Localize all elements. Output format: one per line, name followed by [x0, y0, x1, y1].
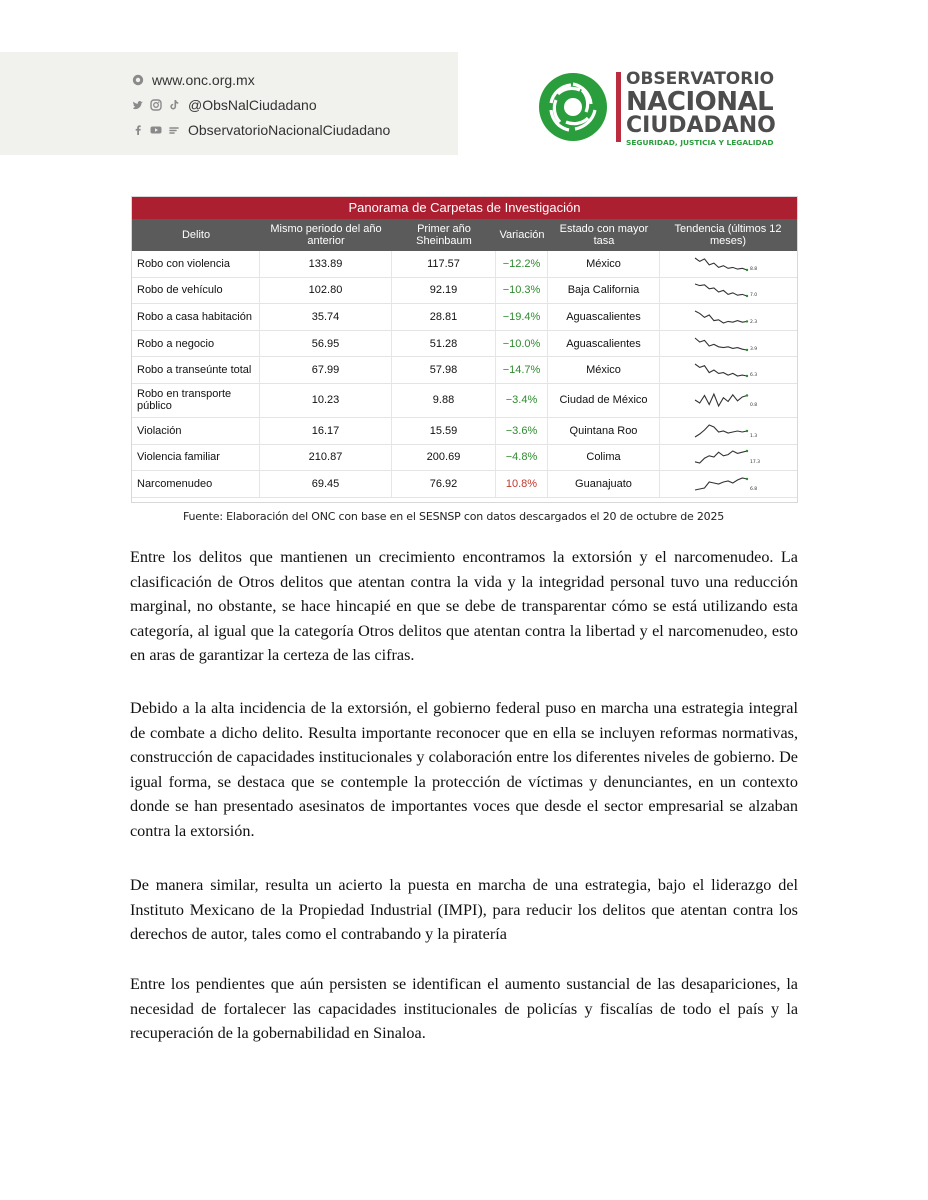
trend-label: 6.3 — [750, 373, 758, 379]
trend-line — [695, 284, 747, 296]
trend-sparkline — [693, 390, 763, 410]
website-link[interactable]: www.onc.org.mx — [152, 72, 255, 88]
cell-estado: Guanajuato — [548, 471, 660, 497]
cell-anterior: 210.87 — [260, 445, 392, 471]
social-name-row — [132, 122, 390, 138]
cell-anterior: 69.45 — [260, 471, 392, 497]
cell-tendencia — [660, 304, 796, 330]
cell-delito: Robo a transeúnte total — [132, 357, 260, 383]
cell-anterior: 10.23 — [260, 384, 392, 417]
trend-last-point — [746, 320, 748, 322]
logo-line1: OBSERVATORIO — [626, 69, 775, 89]
cell-anterior: 133.89 — [260, 251, 392, 277]
trend-sparkline — [693, 447, 763, 467]
trend-label: 3.9 — [750, 346, 758, 352]
header-delito: Delito — [181, 229, 211, 241]
contact-panel — [0, 52, 458, 155]
cell-variacion: −3.6% — [496, 418, 548, 444]
cell-variacion: 10.8% — [496, 471, 548, 497]
header-estado: Estado con mayor tasa — [559, 223, 649, 247]
trend-label: 0.8 — [750, 403, 758, 409]
globe-icon[interactable] — [132, 74, 144, 86]
trend-line — [695, 425, 747, 437]
trend-label: 2.3 — [750, 319, 758, 325]
tiktok-icon[interactable] — [168, 99, 180, 111]
cell-estado: México — [548, 251, 660, 277]
cell-anterior: 102.80 — [260, 278, 392, 304]
table-row — [132, 304, 797, 331]
logo-text — [626, 70, 776, 148]
cell-estado: Baja California — [548, 278, 660, 304]
trend-label: 8.8 — [750, 266, 758, 272]
cell-anterior: 67.99 — [260, 357, 392, 383]
cell-variacion: −4.8% — [496, 445, 548, 471]
table-row — [132, 418, 797, 445]
cell-tendencia — [660, 445, 796, 471]
trend-last-point — [746, 450, 748, 452]
table-row — [132, 384, 797, 418]
trend-last-point — [746, 348, 748, 350]
social-name[interactable]: ObservatorioNacionalCiudadano — [188, 122, 391, 138]
logo-line3: CIUDADANO — [626, 113, 776, 138]
cell-delito: Robo con violencia — [132, 251, 260, 277]
logo-divider — [616, 72, 621, 142]
trend-last-point — [746, 269, 748, 271]
cell-estado: Ciudad de México — [548, 384, 660, 417]
cell-delito: Narcomenudeo — [132, 471, 260, 497]
cell-variacion: −12.2% — [496, 251, 548, 277]
social-handle-row — [132, 97, 317, 113]
trend-last-point — [746, 295, 748, 297]
cell-sheinbaum: 51.28 — [392, 331, 496, 357]
table-row — [132, 357, 797, 384]
logo-line2: NACIONAL — [626, 87, 774, 117]
paragraph-4: Entre los pendientes que aún persisten se identifican el aumento sustancial de las desapariciones, la necesidad de fortalecer las capacidades institucionales de policías y fiscalías de todo el país y la recuperación de la gobernabilidad en Sinaloa. — [130, 975, 798, 1043]
cell-tendencia — [660, 384, 796, 417]
trend-label: 17.3 — [750, 460, 761, 466]
cell-delito: Robo de vehículo — [132, 278, 260, 304]
twitter-icon[interactable] — [132, 99, 144, 111]
trend-sparkline — [693, 474, 763, 494]
trend-line — [695, 258, 747, 270]
onc-logo — [538, 70, 788, 146]
table-row — [132, 331, 797, 358]
table-row — [132, 278, 797, 305]
cell-delito: Violencia familiar — [132, 445, 260, 471]
logo-tagline: SEGURIDAD, JUSTICIA Y LEGALIDAD — [626, 138, 774, 147]
cell-sheinbaum: 92.19 — [392, 278, 496, 304]
trend-label: 1.3 — [750, 433, 758, 439]
trend-last-point — [746, 375, 748, 377]
cell-sheinbaum: 76.92 — [392, 471, 496, 497]
cell-sheinbaum: 9.88 — [392, 384, 496, 417]
cell-delito: Robo a negocio — [132, 331, 260, 357]
trend-label: 6.8 — [750, 486, 758, 492]
cell-variacion: −14.7% — [496, 357, 548, 383]
trend-last-point — [746, 430, 748, 432]
logo-mark-icon — [538, 72, 608, 142]
trend-sparkline — [693, 334, 763, 354]
table-row — [132, 471, 797, 498]
cell-tendencia — [660, 251, 796, 277]
cell-variacion: −19.4% — [496, 304, 548, 330]
trend-sparkline — [693, 280, 763, 300]
cell-variacion: −10.3% — [496, 278, 548, 304]
cell-sheinbaum: 57.98 — [392, 357, 496, 383]
header-variacion: Variación — [499, 229, 545, 241]
investigation-table — [131, 196, 798, 503]
facebook-icon[interactable] — [132, 124, 144, 136]
cell-anterior: 16.17 — [260, 418, 392, 444]
table-row — [132, 445, 797, 472]
cell-tendencia — [660, 331, 796, 357]
cell-estado: México — [548, 357, 660, 383]
table-body — [132, 251, 797, 498]
trend-label: 7.0 — [750, 293, 758, 299]
trend-last-point — [746, 478, 748, 480]
header-anterior: Mismo periodo del año anterior — [270, 223, 382, 247]
instagram-icon[interactable] — [150, 99, 162, 111]
cell-variacion: −10.0% — [496, 331, 548, 357]
cell-estado: Quintana Roo — [548, 418, 660, 444]
cell-sheinbaum: 28.81 — [392, 304, 496, 330]
trend-last-point — [746, 395, 748, 397]
cell-sheinbaum: 117.57 — [392, 251, 496, 277]
header-tendencia: Tendencia (últimos 12 meses) — [674, 223, 782, 247]
cell-anterior: 35.74 — [260, 304, 392, 330]
cell-delito: Violación — [132, 418, 260, 444]
cell-anterior: 56.95 — [260, 331, 392, 357]
trend-line — [695, 364, 747, 376]
source-note: Fuente: Elaboración del ONC con base en el SESNSP con datos descargados el 20 de octubre de 2025 — [183, 510, 725, 523]
cell-sheinbaum: 15.59 — [392, 418, 496, 444]
cell-estado: Aguascalientes — [548, 304, 660, 330]
paragraph-2: Debido a la alta incidencia de la extorsión, el gobierno federal puso en marcha una estrategia integral de combate a dicho delito. Resulta importante reconocer que en ella se incluyen reformas normativas, construcción de capacidades institucionales y colaboración entre los diferentes niveles de gobierno. De igual forma, se destaca que se contemple la protección de víctimas y denunciantes, en un contexto donde se han presentado asesinatos de importantes voces que desde el sector empresarial se alzaban contra la extorsión. — [130, 699, 798, 840]
cell-tendencia — [660, 357, 796, 383]
trend-sparkline — [693, 360, 763, 380]
cell-tendencia — [660, 278, 796, 304]
podcast-icon[interactable] — [168, 124, 180, 136]
table-header — [132, 219, 797, 251]
trend-sparkline — [693, 421, 763, 441]
cell-delito: Robo en transporte público — [132, 384, 260, 417]
header-sheinbaum: Primer año Sheinbaum — [416, 223, 472, 247]
trend-line — [695, 478, 747, 490]
cell-estado: Colima — [548, 445, 660, 471]
table-title: Panorama de Carpetas de Investigación — [132, 197, 797, 219]
social-handle[interactable]: @ObsNalCiudadano — [188, 97, 317, 113]
cell-sheinbaum: 200.69 — [392, 445, 496, 471]
youtube-icon[interactable] — [150, 124, 162, 136]
trend-line — [695, 451, 747, 463]
website-row — [132, 72, 255, 88]
trend-sparkline — [693, 254, 763, 274]
trend-line — [695, 338, 747, 350]
paragraph-1: Entre los delitos que mantienen un crecimiento encontramos la extorsión y el narcomenudeo. La clasificación de Otros delitos que atentan contra la vida y la integridad personal tuvo una reducción marginal, no obstante, se hace hincapié en que se debe de transparentar cómo se está utilizando esta categoría, al igual que la categoría Otros delitos que atentan contra la libertad y el narcomenudeo, esto en aras de garantizar la certeza de las cifras. — [130, 548, 798, 665]
trend-sparkline — [693, 307, 763, 327]
paragraph-3: De manera similar, resulta un acierto la puesta en marcha de una estrategia, bajo el liderazgo del Instituto Mexicano de la Propiedad Industrial (IMPI), para reducir los delitos que atentan contra los derechos de autor, tales como el contrabando y la piratería — [130, 876, 798, 944]
table-row — [132, 251, 797, 278]
trend-line — [695, 311, 747, 323]
trend-line — [695, 394, 747, 406]
cell-tendencia — [660, 471, 796, 497]
cell-delito: Robo a casa habitación — [132, 304, 260, 330]
cell-estado: Aguascalientes — [548, 331, 660, 357]
cell-tendencia — [660, 418, 796, 444]
cell-variacion: −3.4% — [496, 384, 548, 417]
